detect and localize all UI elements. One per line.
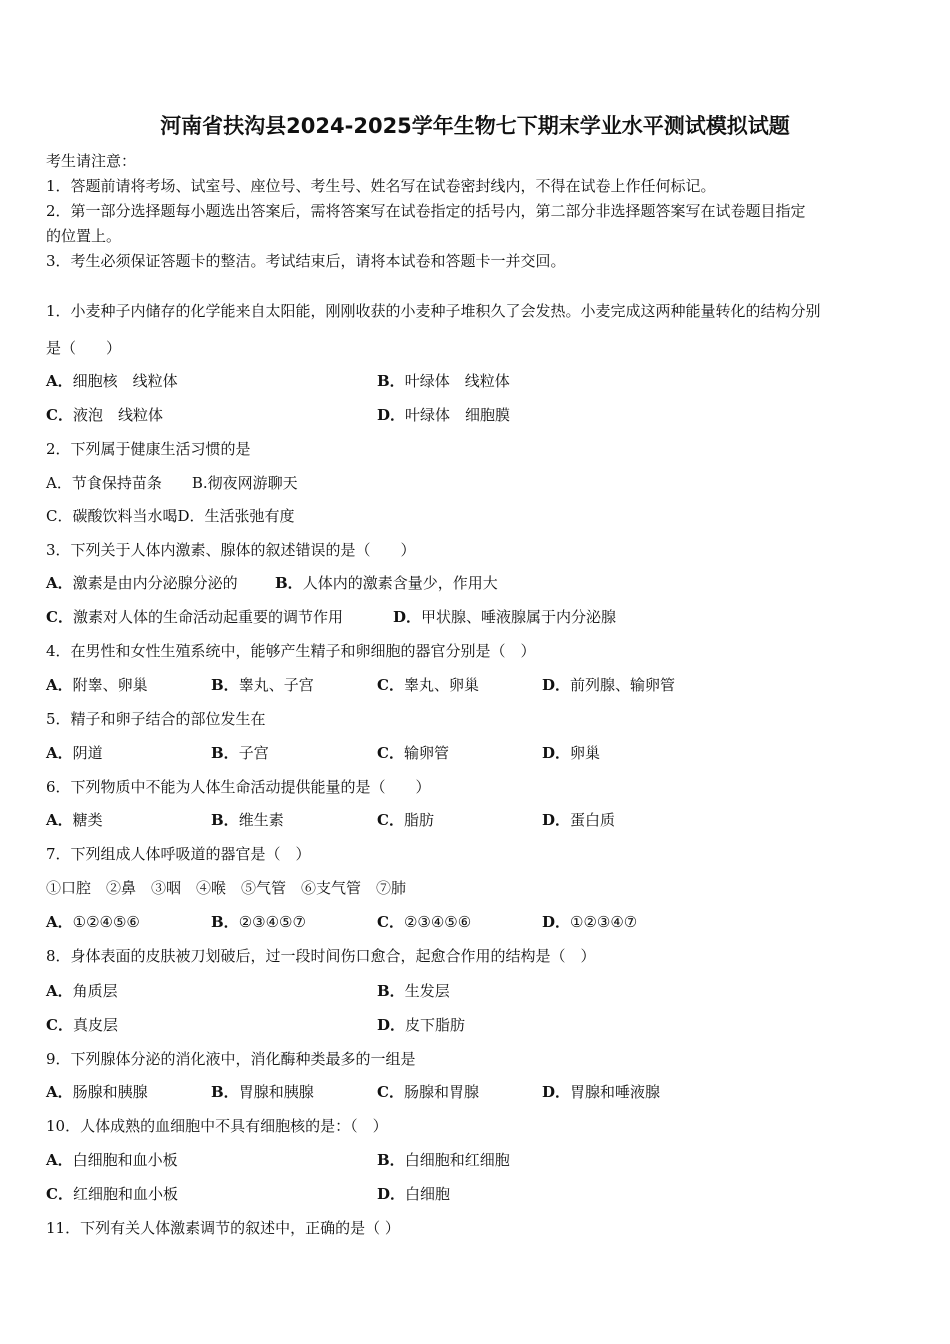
option-c: C．红细胞和血小板 — [46, 1185, 178, 1203]
question-stem: 10．人体成熟的血细胞中不具有细胞核的是：（ ） — [46, 1117, 388, 1135]
notice-item: 1．答题前请将考场、试室号、座位号、考生号、姓名写在试卷密封线内，不得在试卷上作任何标记。 — [46, 177, 716, 195]
notice-heading: 考生请注意： — [46, 152, 137, 170]
option-b: B．白细胞和红细胞 — [377, 1151, 510, 1169]
option-a: A．附睾、卵巢 — [46, 676, 148, 694]
option-c: C．输卵管 — [377, 744, 449, 762]
option-a: A．角质层 — [46, 982, 118, 1000]
options-line: A．节食保持苗条 B.彻夜网游聊天 — [46, 474, 298, 492]
option-d: D．蛋白质 — [542, 811, 616, 829]
option-b: B．睾丸、子宫 — [211, 676, 314, 694]
option-a: A．肠腺和胰腺 — [46, 1083, 148, 1101]
option-c: C．②③④⑤⑥ — [377, 913, 472, 931]
question-stem: 7．下列组成人体呼吸道的器官是（ ） — [46, 845, 311, 863]
question-stem: 11．下列有关人体激素调节的叙述中，正确的是（ ） — [46, 1219, 400, 1237]
option-c: C．睾丸、卵巢 — [377, 676, 479, 694]
option-d: D．①②③④⑦ — [542, 913, 638, 931]
option-b: B．维生素 — [211, 811, 284, 829]
option-a: A．细胞核 线粒体 — [46, 372, 178, 390]
option-d: D．白细胞 — [377, 1185, 451, 1203]
option-a: A．①②④⑤⑥ — [46, 913, 140, 931]
option-d: D．前列腺、输卵管 — [542, 676, 676, 694]
question-stem: 8．身体表面的皮肤被刀划破后，过一段时间伤口愈合，起愈合作用的结构是（ ） — [46, 947, 596, 965]
options-line: C．碳酸饮料当水喝D．生活张弛有度 — [46, 507, 295, 525]
notice-item: 的位置上。 — [46, 227, 122, 245]
question-stem: 6．下列物质中不能为人体生命活动提供能量的是（ ） — [46, 778, 431, 796]
notice-item: 3．考生必须保证答题卡的整洁。考试结束后，请将本试卷和答题卡一并交回。 — [46, 252, 566, 270]
question-stem: 是（ ） — [46, 339, 122, 357]
page-title: 河南省扶沟县2024-2025学年生物七下期末学业水平测试模拟试题 — [160, 114, 790, 138]
question-stem: 5．精子和卵子结合的部位发生在 — [46, 710, 266, 728]
option-c: C．脂肪 — [377, 811, 434, 829]
option-d: D．皮下脂肪 — [377, 1016, 466, 1034]
option-b: B．叶绿体 线粒体 — [377, 372, 510, 390]
question-stem: 9．下列腺体分泌的消化液中，消化酶种类最多的一组是 — [46, 1050, 416, 1068]
option-a: A．激素是由内分泌腺分泌的 — [46, 574, 238, 592]
notice-item: 2．第一部分选择题每小题选出答案后，需将答案写在试卷指定的括号内，第二部分非选择题答案写在试卷题目指定 — [46, 202, 806, 220]
option-a: A．糖类 — [46, 811, 103, 829]
option-b: B．胃腺和胰腺 — [211, 1083, 314, 1101]
option-a: A．白细胞和血小板 — [46, 1151, 178, 1169]
option-d: D．叶绿体 细胞膜 — [377, 406, 511, 424]
question-stem: 4．在男性和女性生殖系统中，能够产生精子和卵细胞的器官分别是（ ） — [46, 642, 536, 660]
option-b: B．生发层 — [377, 982, 450, 1000]
question-stem: ①口腔 ②鼻 ③咽 ④喉 ⑤气管 ⑥支气管 ⑦肺 — [46, 879, 407, 897]
option-a: A．阴道 — [46, 744, 103, 762]
question-stem: 2．下列属于健康生活习惯的是 — [46, 440, 251, 458]
option-d: D．甲状腺、唾液腺属于内分泌腺 — [393, 608, 617, 626]
option-b: B．子宫 — [211, 744, 269, 762]
option-c: C．激素对人体的生命活动起重要的调节作用 — [46, 608, 343, 626]
question-stem: 3．下列关于人体内激素、腺体的叙述错误的是（ ） — [46, 541, 416, 559]
option-c: C．液泡 线粒体 — [46, 406, 163, 424]
option-d: D．胃腺和唾液腺 — [542, 1083, 661, 1101]
option-b: B．②③④⑤⑦ — [211, 913, 306, 931]
option-b: B．人体内的激素含量少，作用大 — [275, 574, 498, 592]
option-c: C．真皮层 — [46, 1016, 118, 1034]
option-c: C．肠腺和胃腺 — [377, 1083, 479, 1101]
question-stem: 1．小麦种子内储存的化学能来自太阳能，刚刚收获的小麦种子堆积久了会发热。小麦完成这两种能量转化的结构分别 — [46, 302, 821, 320]
option-d: D．卵巢 — [542, 744, 601, 762]
